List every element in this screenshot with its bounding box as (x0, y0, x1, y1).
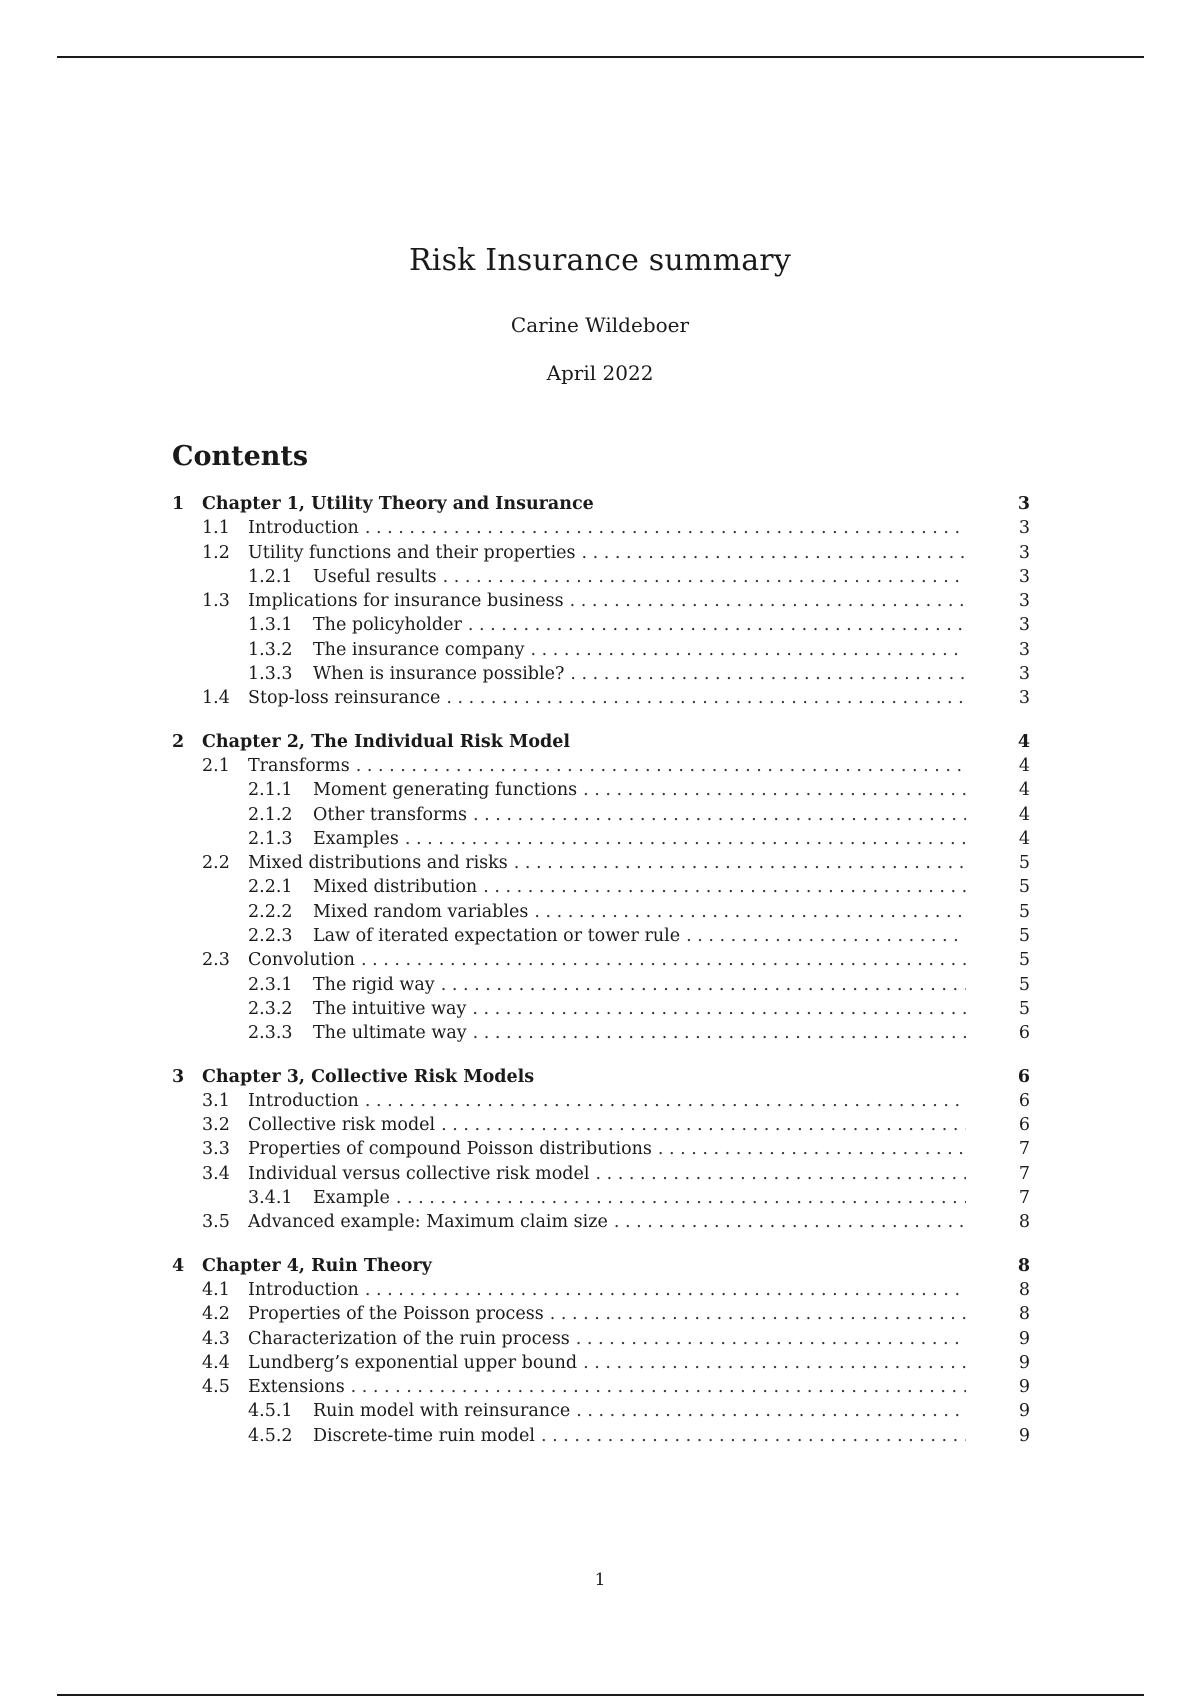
toc-number: 2.1.3 (248, 828, 293, 849)
toc-dot-leader (441, 975, 966, 995)
toc-section-4-2[interactable] (172, 1304, 1030, 1328)
toc-section-3-5[interactable] (172, 1212, 1030, 1236)
toc-dot-leader (365, 518, 966, 538)
toc-dot-leader (576, 1401, 966, 1421)
toc-number: 4.1 (202, 1279, 230, 1300)
toc-number: 1.2 (202, 542, 230, 563)
toc-label: Stop-loss reinsurance (248, 688, 441, 709)
table-of-contents (172, 494, 1030, 1450)
document-date: April 2022 (546, 361, 654, 385)
page-number: 1 (594, 1570, 606, 1590)
toc-page: 8 (1017, 1255, 1030, 1276)
toc-dot-leader (473, 1023, 966, 1043)
toc-chapter-1[interactable] (172, 494, 1030, 518)
footer-rule (57, 1694, 1144, 1696)
document-title: Risk Insurance summary (408, 243, 791, 278)
toc-entry-body (248, 1164, 1002, 1184)
toc-page: 5 (1018, 877, 1030, 898)
toc-label: The policyholder (313, 615, 462, 636)
toc-entry-body (248, 1115, 1002, 1135)
toc-entry-body (313, 999, 1002, 1019)
toc-entry-body (248, 1212, 1002, 1232)
toc-subsection-2-2-2[interactable] (172, 902, 1030, 926)
toc-number: 2.3.1 (248, 974, 293, 995)
toc-label: Convolution (248, 950, 355, 971)
toc-dot-leader (541, 1426, 966, 1446)
toc-label: Properties of compound Poisson distributions (248, 1139, 652, 1160)
toc-number: 2.2.1 (248, 877, 293, 898)
contents-heading: Contents (172, 441, 309, 472)
toc-label: Collective risk model (248, 1115, 436, 1136)
toc-subsection-2-3-2[interactable] (172, 999, 1030, 1023)
toc-label: Chapter 2, The Individual Risk Model (202, 731, 571, 752)
toc-section-2-1[interactable] (172, 756, 1030, 780)
toc-entry-body (248, 1091, 1002, 1111)
toc-section-4-1[interactable] (172, 1280, 1030, 1304)
toc-label: The insurance company (313, 639, 525, 660)
toc-number: 3.4 (202, 1163, 230, 1184)
toc-entry-body (313, 926, 1002, 946)
toc-dot-leader (576, 1329, 966, 1349)
toc-section-4-4[interactable] (172, 1353, 1030, 1377)
toc-chapter-2[interactable] (172, 732, 1030, 756)
toc-dot-leader (531, 640, 967, 660)
toc-section-4-5[interactable] (172, 1377, 1030, 1401)
toc-dot-leader (583, 780, 966, 800)
toc-label: Advanced example: Maximum claim size (248, 1212, 608, 1233)
toc-dot-leader (365, 1280, 966, 1300)
toc-subsection-2-2-1[interactable] (172, 877, 1030, 901)
toc-entry-body (313, 1188, 1002, 1208)
toc-page: 9 (1018, 1401, 1030, 1422)
toc-dot-leader (443, 567, 966, 587)
toc-entry-body (248, 591, 1002, 611)
toc-label: Example (313, 1188, 390, 1209)
toc-dot-leader (472, 999, 966, 1019)
toc-page: 3 (1018, 688, 1030, 709)
toc-number: 1.4 (202, 688, 230, 709)
toc-entry-body (248, 543, 1002, 563)
toc-label: Utility functions and their properties (248, 542, 576, 563)
toc-number: 3.4.1 (248, 1188, 293, 1209)
toc-number: 3.1 (202, 1090, 230, 1111)
toc-label: Chapter 3, Collective Risk Models (202, 1066, 535, 1087)
toc-subsection-2-1-3[interactable] (172, 829, 1030, 853)
toc-entry-body (313, 829, 1002, 849)
toc-number: 2.2.3 (248, 926, 293, 947)
toc-entry-body (313, 1023, 1002, 1043)
toc-dot-leader (686, 926, 966, 946)
toc-entry-body (248, 1304, 1002, 1324)
toc-dot-leader (582, 543, 966, 563)
toc-section-3-3[interactable] (172, 1139, 1030, 1163)
toc-entry-body (248, 1329, 1002, 1349)
toc-number: 4.3 (202, 1328, 230, 1349)
toc-subsection-2-3-1[interactable] (172, 975, 1030, 999)
toc-section-2-3[interactable] (172, 950, 1030, 974)
toc-label: The rigid way (313, 974, 435, 995)
toc-number: 1 (172, 494, 185, 514)
toc-entry-body (313, 1426, 1002, 1446)
toc-dot-leader (356, 756, 966, 776)
toc-page: 8 (1018, 1212, 1030, 1233)
toc-entry-body (248, 1377, 1002, 1397)
toc-number: 2.2.2 (248, 901, 293, 922)
toc-entry-body (248, 1353, 1002, 1373)
toc-number: 2.1 (202, 755, 230, 776)
toc-dot-leader (446, 688, 966, 708)
toc-subsection-2-2-3[interactable] (172, 926, 1030, 950)
toc-page: 3 (1018, 591, 1030, 612)
toc-label: Chapter 1, Utility Theory and Insurance (202, 494, 594, 514)
toc-label: Introduction (248, 1090, 359, 1111)
toc-number: 4 (172, 1255, 185, 1276)
toc-number: 3.5 (202, 1212, 230, 1233)
toc-number: 4.2 (202, 1304, 230, 1325)
toc-label: Law of iterated expectation or tower rule (313, 926, 681, 947)
toc-page: 6 (1018, 1090, 1030, 1111)
toc-page: 8 (1018, 1304, 1030, 1325)
toc-page: 9 (1018, 1352, 1030, 1373)
toc-page: 7 (1018, 1188, 1030, 1209)
toc-label: Lundberg’s exponential upper bound (248, 1352, 578, 1373)
toc-page: 4 (1017, 731, 1030, 752)
toc-page: 4 (1018, 780, 1030, 801)
toc-dot-leader (514, 853, 966, 873)
toc-page: 6 (1018, 1115, 1030, 1136)
toc-page: 9 (1018, 1425, 1030, 1446)
toc-label: Examples (313, 828, 399, 849)
toc-entry-body (248, 688, 1002, 708)
toc-page: 7 (1018, 1163, 1030, 1184)
toc-entry-body (313, 640, 1002, 660)
toc-page: 3 (1018, 542, 1030, 563)
toc-dot-leader (473, 805, 966, 825)
toc-label: Discrete-time ruin model (313, 1425, 535, 1446)
toc-label: Mixed distribution (313, 877, 478, 898)
toc-subsection-3-4-1[interactable] (172, 1188, 1030, 1212)
toc-number: 1.1 (202, 518, 230, 539)
toc-dot-leader (351, 1377, 966, 1397)
toc-label: Properties of the Poisson process (248, 1304, 544, 1325)
toc-page: 8 (1018, 1279, 1030, 1300)
header-rule (57, 56, 1144, 58)
toc-entry-body (313, 1401, 1002, 1421)
toc-label: Chapter 4, Ruin Theory (202, 1255, 432, 1276)
toc-dot-leader (583, 1353, 966, 1373)
toc-number: 2.3.3 (248, 1023, 293, 1044)
toc-entry-body (248, 853, 1002, 873)
toc-entry-body (313, 975, 1002, 995)
toc-section-1-1[interactable] (172, 518, 1030, 542)
toc-number: 1.3 (202, 591, 230, 612)
toc-page: 3 (1018, 639, 1030, 660)
toc-label: Useful results (313, 566, 437, 587)
toc-entry-body (313, 615, 1002, 635)
toc-entry-body (248, 756, 1002, 776)
toc-label: The ultimate way (313, 1023, 467, 1044)
toc-number: 4.5.1 (248, 1401, 293, 1422)
toc-section-4-3[interactable] (172, 1329, 1030, 1353)
toc-label: Introduction (248, 1279, 359, 1300)
toc-subsection-2-1-2[interactable] (172, 805, 1030, 829)
toc-page: 9 (1018, 1377, 1030, 1398)
toc-page: 5 (1018, 926, 1030, 947)
toc-label: Extensions (248, 1377, 345, 1398)
toc-label: Mixed random variables (313, 901, 529, 922)
toc-number: 1.3.1 (248, 615, 293, 636)
toc-number: 2.1.1 (248, 780, 293, 801)
toc-page: 6 (1018, 1023, 1030, 1044)
toc-number: 2.3.2 (248, 998, 293, 1019)
toc-page: 5 (1018, 950, 1030, 971)
toc-page: 3 (1018, 566, 1030, 587)
toc-label: Individual versus collective risk model (248, 1163, 590, 1184)
toc-dot-leader (441, 1115, 966, 1135)
toc-entry-body (313, 902, 1002, 922)
toc-chapter-4[interactable] (172, 1256, 1030, 1280)
toc-entry-body (313, 567, 1002, 587)
toc-entry-body (313, 877, 1002, 897)
toc-dot-leader (468, 615, 966, 635)
toc-dot-leader (483, 877, 966, 897)
toc-page: 6 (1017, 1066, 1030, 1087)
toc-label: Transforms (248, 755, 350, 776)
toc-subsection-4-5-1[interactable] (172, 1401, 1030, 1425)
toc-entry-body (248, 1280, 1002, 1300)
toc-number: 1.3.2 (248, 639, 293, 660)
toc-page: 3 (1018, 664, 1030, 685)
toc-section-3-1[interactable] (172, 1091, 1030, 1115)
toc-page: 9 (1018, 1328, 1030, 1349)
toc-dot-leader (361, 950, 966, 970)
toc-page: 5 (1018, 901, 1030, 922)
toc-section-1-4[interactable] (172, 688, 1030, 712)
toc-dot-leader (405, 829, 966, 849)
toc-page: 5 (1018, 853, 1030, 874)
toc-entry-body (313, 780, 1002, 800)
toc-page: 5 (1018, 998, 1030, 1019)
toc-subsection-2-1-1[interactable] (172, 780, 1030, 804)
toc-subsection-1-3-3[interactable] (172, 664, 1030, 688)
toc-label: Moment generating functions (313, 780, 578, 801)
toc-dot-leader (365, 1091, 966, 1111)
toc-section-1-2[interactable] (172, 543, 1030, 567)
toc-number: 4.5.2 (248, 1425, 293, 1446)
toc-page: 7 (1018, 1139, 1030, 1160)
toc-page: 4 (1018, 755, 1030, 776)
toc-page: 3 (1018, 615, 1030, 636)
toc-number: 4.4 (202, 1352, 230, 1373)
toc-number: 3.2 (202, 1115, 230, 1136)
toc-number: 3.3 (202, 1139, 230, 1160)
toc-number: 1.2.1 (248, 566, 293, 587)
toc-dot-leader (595, 1164, 966, 1184)
toc-label: Introduction (248, 518, 359, 539)
toc-section-3-2[interactable] (172, 1115, 1030, 1139)
toc-entry-body (248, 1139, 1002, 1159)
document-author: Carine Wildeboer (510, 313, 690, 337)
toc-label: Mixed distributions and risks (248, 853, 508, 874)
toc-label: When is insurance possible? (313, 664, 565, 685)
toc-page: 3 (1018, 518, 1030, 539)
toc-subsection-4-5-2[interactable] (172, 1426, 1030, 1450)
toc-page: 4 (1018, 804, 1030, 825)
toc-label: Other transforms (313, 804, 467, 825)
toc-section-1-3[interactable] (172, 591, 1030, 615)
toc-label: Characterization of the ruin process (248, 1328, 570, 1349)
toc-subsection-2-3-3[interactable] (172, 1023, 1030, 1047)
toc-dot-leader (614, 1212, 966, 1232)
toc-label: The intuitive way (313, 998, 467, 1019)
toc-dot-leader (534, 902, 966, 922)
toc-entry-body (313, 664, 1002, 684)
toc-section-2-2[interactable] (172, 853, 1030, 877)
toc-dot-leader (570, 591, 966, 611)
toc-dot-leader (396, 1188, 966, 1208)
toc-number: 1.3.3 (248, 664, 293, 685)
toc-subsection-1-3-1[interactable] (172, 615, 1030, 639)
toc-subsection-1-2-1[interactable] (172, 567, 1030, 591)
toc-number: 2.2 (202, 853, 230, 874)
toc-subsection-1-3-2[interactable] (172, 640, 1030, 664)
toc-dot-leader (550, 1304, 966, 1324)
toc-chapter-3[interactable] (172, 1067, 1030, 1091)
toc-number: 3 (172, 1066, 185, 1087)
toc-number: 2.1.2 (248, 804, 293, 825)
toc-entry-body (248, 950, 1002, 970)
toc-number: 2.3 (202, 950, 230, 971)
toc-number: 2 (172, 731, 185, 752)
toc-page: 5 (1018, 974, 1030, 995)
toc-dot-leader (570, 664, 966, 684)
toc-entry-body (248, 518, 1002, 538)
toc-section-3-4[interactable] (172, 1164, 1030, 1188)
toc-page: 3 (1017, 494, 1030, 514)
toc-entry-body (313, 805, 1002, 825)
toc-label: Implications for insurance business (248, 591, 564, 612)
toc-dot-leader (658, 1139, 966, 1159)
toc-page: 4 (1018, 828, 1030, 849)
toc-label: Ruin model with reinsurance (313, 1401, 571, 1422)
toc-number: 4.5 (202, 1377, 230, 1398)
